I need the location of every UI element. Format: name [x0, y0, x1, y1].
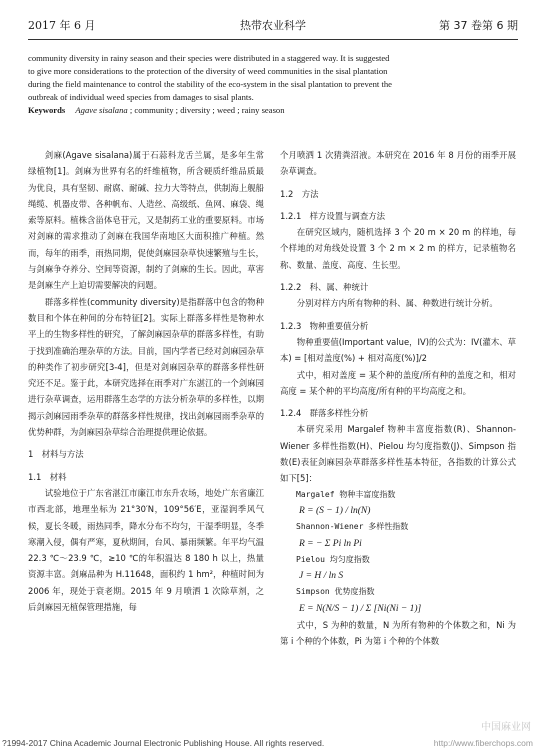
- copyright-notice: ?1994-2017 China Academic Journal Electronic Publishing House. All rights reserved.: [2, 738, 325, 748]
- watermark-logo-text: 中国麻业网: [481, 722, 531, 733]
- keywords-list: ; community ; diversity ; weed ; rainy season: [129, 105, 285, 116]
- section-heading: 1.2.4 群落多样性分析: [280, 408, 369, 419]
- abstract-line: during the field maintenance to control the stability of the eco-system in the sisal plantation to prevent the: [28, 79, 392, 90]
- body-paragraph: 式中，S 为种的数量，N 为所有物种的个体数之和，Ni 为第 i 个种的个体数，Pi 为第 i 个种的个体数: [280, 620, 516, 647]
- keywords-species: Agave sisalana: [75, 105, 128, 116]
- keywords: [28, 104, 514, 117]
- running-header: [28, 17, 518, 40]
- body-paragraph: 本研究采用 Margalef 物种丰富度指数(R)、Shannon-Wiener 多样性指数(H)、Pielou 均匀度指数(J)、Simpson 指数(E)表征剑麻园杂草群落多样性基本特征，各指数的计算公式如下[5]：: [280, 424, 516, 484]
- section-heading: 1.2.2 科、属、种统计: [280, 282, 369, 293]
- formula-label: Margalef 物种丰富度指数: [296, 489, 396, 499]
- body-paragraph: 分别对样方内所有物种的科、属、种数进行统计分析。: [296, 298, 498, 309]
- volume-issue: 第 37 卷第 6 期: [439, 19, 518, 32]
- issue-date: 2017 年 6 月: [28, 19, 96, 32]
- body-paragraph: 试验地位于广东省湛江市廉江市东升农场，地处广东省廉江市西北部，地理坐标为 21°30′N，109°56′E，亚湿润季风气候，夏长冬暖，雨热同季，降水分布不均匀，干湿季明显，冬季寒潮入侵，偶有严寒，夏秋期间，台风、暴雨频繁。年平均气温22.3 ℃～23.9 ℃，≥10 ℃的年积温达 8 180 h 以上，热量资源丰富。剑麻品种为 H.11648，面积约 1 hm²，种植时间为 2006 年，现处于衰老期。2015 年 9 月喷洒 1 次除草剂，之后剑麻园无植保管理措施，每: [28, 487, 264, 613]
- watermark-url[interactable]: http://www.fiberchops.com: [433, 738, 533, 748]
- body-paragraph: 个月喷洒 1 次猜粪沼液。本研究在 2016 年 8 月份的雨季开展杂草调查。: [280, 150, 516, 177]
- formula-label: Shannon-Wiener 多样性指数: [296, 522, 409, 532]
- section-heading: 1.2.1 样方设置与调查方法: [280, 210, 386, 221]
- abstract-line: community diversity in rainy season and their species were distributed in a staggered way. It is suggested: [28, 53, 390, 63]
- formula-label: Simpson 优势度指数: [296, 587, 375, 597]
- formula: R = (S − 1) / ln(N): [299, 505, 371, 516]
- abstract-line: to give more considerations to the protection of the diversity of weed communities in the sisal plantation: [28, 66, 388, 77]
- body-paragraph: 式中，相对盖度 = 某个种的盖度/所有种的盖度之和，相对高度 = 某个种的平均高度/所有种的平均高度之和。: [280, 369, 516, 396]
- formula: R = − Σ Pi ln Pi: [299, 538, 362, 549]
- formula: E = N(N/S − 1) / Σ [Ni(Ni − 1)]: [299, 603, 422, 614]
- left-column: [28, 147, 264, 615]
- section-heading: 1 材料与方法: [28, 449, 84, 460]
- keywords-label: Keywords: [28, 105, 66, 116]
- body-paragraph: 群落多样性(community diversity)是指群落中包含的物种数目和个体在种间的分布特征[2]。实际上群落多样性是物种水平上的生物多样性的研究，了解剑麻园杂草的群落多样性，有助于找到准确治理杂草的方法。目前，国内学者已经对剑麻园杂草的种类作了初步研究[3-4]，但是对剑麻园杂草的群落多样性研究还不足。鉴于此，本研究选择在雨季对广东湛江的一个剑麻园进行杂草调查，运用群落生态学的方法分析杂草的多样性，以期揭示剑麻园雨季杂草的群落多样性规律，找出剑麻园雨季杂草的优势种群，为剑麻园杂草综合治理提供理论依据。: [28, 296, 264, 438]
- formula-label: Pielou 均匀度指数: [296, 554, 370, 564]
- body-paragraph: 在研究区域内，随机选择 3 个 20 m × 20 m 的样地，每个样地的对角线处设置 3 个 2 m × 2 m 的样方，记录植物名称、数量、盖度、高度、生长型。: [280, 227, 516, 270]
- formula: J = H / ln S: [299, 571, 344, 582]
- section-heading: 1.1 材料: [28, 471, 67, 482]
- right-column: [280, 147, 516, 650]
- body-paragraph: 物种重要值(Important value，IV)的公式为：IV(灌木、草本) = [相对盖度(%) + 相对高度(%)]/2: [280, 336, 516, 364]
- abstract-line: outbreak of individual weed species from damages to sisal plants.: [28, 92, 254, 103]
- body-paragraph: 剑麻(Agave sisalana)属于石蒜科龙舌兰属，是多年生常绿植物[1]。剑麻为世界有名的纤维植物，所含硬质纤维品质最为优良，具有坚韧、耐腐、耐碱、拉力大等特点，供制海上舰船绳缆、机器皮带、各种帆布、人造丝、高级纸、鱼网、麻袋、绳索等原料。植株含甾体皂苷元，又是制药工业的重要原料。市场对剑麻的需求推动了剑麻在我国华南地区大面积推广种植。然而，每年的雨季，雨热同期，促使剑麻园杂草快速繁殖与生长，与剑麻争夺养分、空间等资源，制约了剑麻的生长。因此，草害是剑麻生产上迫切需要解决的问题。: [28, 150, 264, 291]
- section-heading: 1.2 方法: [280, 188, 319, 199]
- english-abstract: [28, 52, 514, 117]
- section-heading: 1.2.3 物种重要值分析: [280, 320, 369, 331]
- journal-title: 热带农业科学: [240, 19, 306, 32]
